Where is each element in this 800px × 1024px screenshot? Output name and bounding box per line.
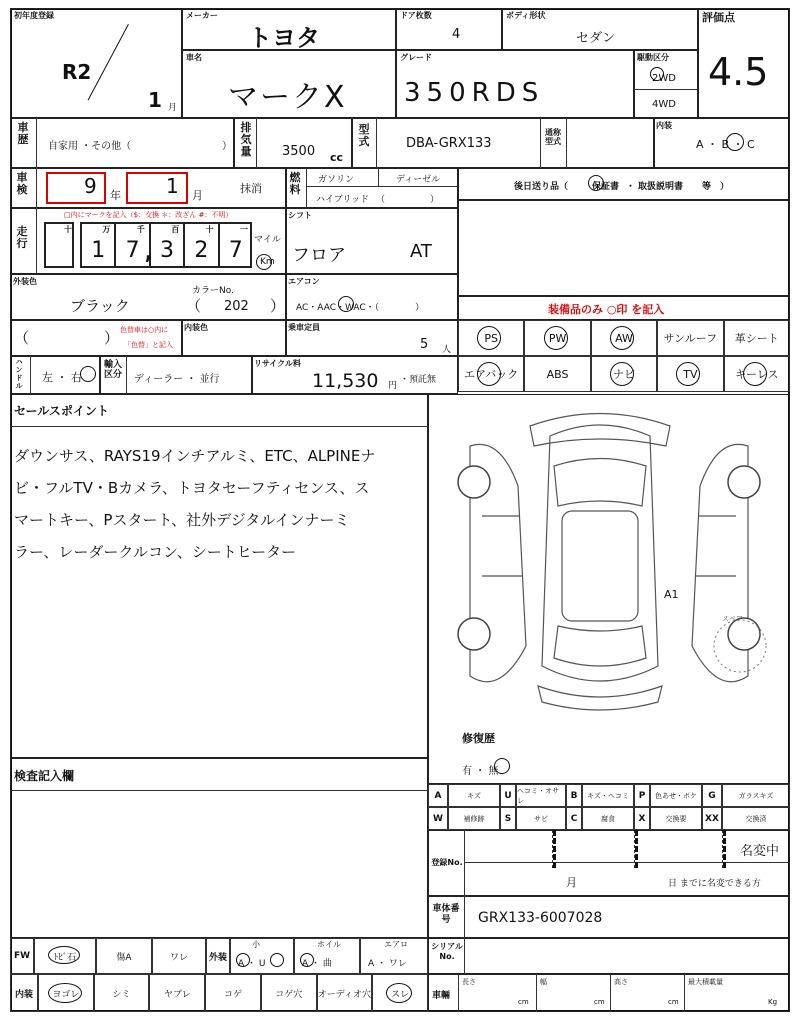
legend-cell-0-0: A xyxy=(428,784,448,807)
ext-color-paren-close: ） xyxy=(270,297,286,315)
ext-color-label: 外装色 xyxy=(13,277,37,286)
equipment-row2-cell-0[interactable]: エアバック xyxy=(458,356,524,392)
sales-line-4: ラー、レーダークルコン、シートヒーター xyxy=(14,543,297,561)
fuel-label: 燃料 xyxy=(289,171,301,196)
inspection-label: 車検 xyxy=(16,171,28,196)
registration-dash-3 xyxy=(722,830,726,868)
equipment-row2-cell-1[interactable]: ABS xyxy=(524,356,590,392)
legend-cell-1-5: 腐食 xyxy=(582,807,634,830)
shift-type: AT xyxy=(410,241,432,262)
legend-cell-1-6: X xyxy=(634,807,650,830)
inspection-notes-box xyxy=(10,758,428,938)
later-items-dot: ・ xyxy=(626,182,636,192)
legend-cell-0-6: P xyxy=(634,784,650,807)
dims-width: 幅 xyxy=(540,978,547,986)
mileage-note: □内にマークを記入（$：交換 ＊：改ざん #：不明） xyxy=(64,211,233,219)
legend-cell-1-4: C xyxy=(566,807,582,830)
dims-weight: 最大積載量 xyxy=(688,978,723,986)
reg-label: 初年度登録 xyxy=(14,11,54,20)
import-label: 輸入区分 xyxy=(103,360,122,380)
registration-day-note: 日 までに名変できる方 xyxy=(668,879,761,889)
fw-ext: 外装 xyxy=(206,938,230,974)
int-row-item-6: スレ xyxy=(372,974,428,1012)
fw-label: FW xyxy=(10,938,34,974)
car-name-label: 車名 xyxy=(186,53,202,62)
history-close: ） xyxy=(222,141,232,152)
shift-label: シフト xyxy=(288,211,312,220)
aircon-label: エアコン xyxy=(288,277,320,286)
ext-color-no: 202 xyxy=(224,299,249,314)
ext-color-no-label: カラーNo. xyxy=(192,286,234,296)
displacement-value: 3500 xyxy=(282,144,316,159)
model-sub-label: 通称型式 xyxy=(545,128,561,146)
legend-cell-1-1: 補修跡 xyxy=(448,807,500,830)
handle-value: 左 ・ 右 xyxy=(42,371,82,384)
fuel-label-divider xyxy=(306,168,307,208)
fw-aero_v: A ・ ワレ xyxy=(368,959,407,969)
later-items-opt1: 保証書 xyxy=(592,182,620,192)
history-label-divider xyxy=(36,118,37,168)
mileage-comma: , xyxy=(144,240,153,264)
fw-small-circle-u xyxy=(270,953,284,967)
maker-value: トヨタ xyxy=(248,24,320,52)
car-top-roof xyxy=(562,511,638,621)
equipment-row2-circle-2 xyxy=(610,362,634,386)
registration-label: 登録No. xyxy=(431,858,463,867)
fuel-paren: （ ） xyxy=(376,195,440,205)
sales-points-header-line xyxy=(10,426,428,427)
fuel-diesel: ディーゼル xyxy=(396,175,441,185)
dims-length: 長さ xyxy=(462,978,476,986)
import-value: ディーラー ・ 並行 xyxy=(134,374,220,385)
ext-color-paren-open: （ xyxy=(186,297,202,315)
sales-points-label: セールスポイント xyxy=(14,404,109,418)
equipment-row2-cell-2[interactable]: ナビ xyxy=(591,356,657,392)
dims-height-cm: cm xyxy=(668,998,679,1006)
drive-divider xyxy=(634,89,698,90)
dims-length-cm: cm xyxy=(518,998,529,1006)
fw-a-circle xyxy=(48,946,80,964)
equipment-row1-cell-0[interactable]: PS xyxy=(458,320,524,356)
int-row-item-4: コゲ穴 xyxy=(261,974,317,1012)
dims-box xyxy=(428,974,790,1012)
wheel-rear-left xyxy=(458,618,490,650)
grade-label: グレード xyxy=(400,53,432,62)
recycle-unit: 円 xyxy=(388,381,398,391)
legend-cell-1-0: W xyxy=(428,807,448,830)
mileage-cell-divider xyxy=(218,222,220,268)
fuel-mid-divider xyxy=(306,186,458,187)
int-row-item-1: シミ xyxy=(94,974,150,1012)
mileage-unit-1: 万 xyxy=(102,225,111,234)
sales-line-3: マートキー、Pスタート、社外デジタルインナーミ xyxy=(14,511,350,529)
dims-label-divider xyxy=(458,974,459,1012)
handle-label: ハンドル xyxy=(15,358,23,390)
handle-label-divider xyxy=(30,356,31,394)
drive-2wd: 2WD xyxy=(652,73,676,84)
recycle-value: 11,530 xyxy=(312,370,379,392)
model-label-divider xyxy=(376,118,377,168)
mileage-unit-2: 千 xyxy=(136,225,145,234)
mileage-cell-divider xyxy=(183,222,185,268)
inspection-notes-header-line xyxy=(10,790,428,791)
inspection-month-unit: 月 xyxy=(192,189,203,202)
import-label-divider xyxy=(126,356,127,394)
legend-cell-1-8: XX xyxy=(702,807,722,830)
car-rear-view xyxy=(538,686,662,710)
fw-small-circle-a xyxy=(236,953,250,967)
mileage-label: 走行 xyxy=(16,225,28,250)
int-row-label: 内装 xyxy=(10,974,38,1012)
reg-month: 1 xyxy=(148,88,162,112)
dims-width-cm: cm xyxy=(594,998,605,1006)
mileage-digit-3: 3 xyxy=(160,238,174,263)
int-row-circle-0 xyxy=(48,983,82,1003)
legend-cell-0-9: ガラスキズ xyxy=(722,784,790,807)
later-items-label: 後日送り品（ xyxy=(514,182,569,192)
seats-unit: 人 xyxy=(442,345,452,355)
later-items-area xyxy=(458,200,790,296)
fuel-gas: ガソリン xyxy=(318,175,355,185)
chassis-label: 車体番号 xyxy=(432,904,460,925)
doors-value: 4 xyxy=(452,27,461,42)
later-items-opt2: 取扱説明書 xyxy=(638,182,684,192)
int-row-item-0: ヨゴレ xyxy=(38,974,94,1012)
registration-name-change: 名変中 xyxy=(740,844,780,859)
drive-4wd: 4WD xyxy=(652,99,676,110)
inspection-year-box xyxy=(46,172,106,204)
mileage-unit-0: 十 xyxy=(64,225,72,234)
legend-cell-0-2: U xyxy=(500,784,516,807)
legend-cell-0-4: B xyxy=(566,784,582,807)
serial-box xyxy=(428,938,790,974)
car-top-rear-window xyxy=(554,626,646,666)
fw-small: 小 xyxy=(252,940,260,949)
recycle-note: ・預託無 xyxy=(400,375,437,385)
model-sub-divider xyxy=(540,118,541,168)
sales-line-1: ダウンサス、RAYS19インチアルミ、ETC、ALPINEナ xyxy=(14,447,376,465)
car-diagram xyxy=(430,396,788,726)
fw-wheel: ホイル xyxy=(317,940,341,949)
mileage-unit-5: 一 xyxy=(240,225,248,234)
displacement-label: 排気量 xyxy=(240,121,252,158)
seats-label: 乗車定員 xyxy=(288,323,320,332)
equipment-row2-cell-3[interactable]: TV xyxy=(657,356,723,392)
registration-dash-1 xyxy=(552,830,556,868)
body-type-value: セダン xyxy=(576,31,616,46)
legend-cell-0-7: 色あせ・ボケ xyxy=(650,784,702,807)
color-change-note1: 色替車は○内に xyxy=(120,326,169,334)
later-items-box xyxy=(458,168,790,200)
equipment-row2-cell-4[interactable]: キーレス xyxy=(724,356,790,392)
int-row-circle-6 xyxy=(386,983,412,1003)
diagram-mark: A1 xyxy=(664,588,679,601)
fuel-hybrid: ハイブリッド xyxy=(316,195,370,205)
interior-grade-value: A ・ B ・ C xyxy=(696,138,755,151)
equipment-title: 装備品のみ ○印 を記入 xyxy=(548,303,665,316)
ext-color-value: ブラック xyxy=(70,297,130,315)
dims-weight-kg: Kg xyxy=(768,998,778,1006)
repair-label: 修復歴 xyxy=(462,732,495,745)
color-change-note2: 「色替」と記入 xyxy=(124,341,173,349)
grade-value: 350RDS xyxy=(404,78,545,108)
equipment-row1-cell-3[interactable]: サンルーフ xyxy=(657,320,723,356)
equipment-row1-circle-0 xyxy=(477,326,501,350)
handle-circle xyxy=(80,366,96,382)
inspection-month: 1 xyxy=(166,174,179,198)
inspection-note: 抹消 xyxy=(240,182,262,195)
car-top-outline xyxy=(542,425,658,681)
inspection-year-unit: 年 xyxy=(110,189,121,202)
diagram-spare: スペア xyxy=(722,615,743,623)
car-left-doors xyxy=(482,516,522,576)
int-row-item-2: ヤブレ xyxy=(149,974,205,1012)
serial-label-divider xyxy=(464,938,465,974)
equipment-row1-cell-4[interactable]: 革シート xyxy=(724,320,790,356)
mileage-unit-mile: マイル xyxy=(254,235,281,245)
shift-value: フロア xyxy=(292,245,346,266)
legend-cell-1-2: S xyxy=(500,807,516,830)
mileage-unit-4: 十 xyxy=(205,225,214,234)
reg-month-unit: 月 xyxy=(168,103,178,113)
dims-div-3 xyxy=(684,974,685,1012)
equipment-row1-cell-1[interactable]: PW xyxy=(524,320,590,356)
fw-c: ワレ xyxy=(152,938,206,974)
displacement-label-divider xyxy=(256,118,257,168)
seats-value: 5 xyxy=(420,337,429,352)
mileage-digit-5: 7 xyxy=(228,238,243,263)
registration-dash-2 xyxy=(634,830,638,868)
dims-height: 高さ xyxy=(614,978,628,986)
model-value: DBA-GRX133 xyxy=(406,136,492,151)
registration-month-unit: 月 xyxy=(566,876,577,889)
int-row-item-5: オーディオ穴 xyxy=(317,974,373,1012)
dims-label: 車輛 xyxy=(432,991,451,1001)
car-right-doors xyxy=(696,516,736,576)
equipment-row1-circle-1 xyxy=(544,326,568,350)
equipment-row1-cell-2[interactable]: AW xyxy=(591,320,657,356)
equipment-row2-circle-4 xyxy=(743,362,767,386)
legend-cell-0-3: ヘコミ・オサレ xyxy=(516,784,566,807)
car-name-value: マークX xyxy=(228,80,347,115)
model-sub-divider-2 xyxy=(566,118,567,168)
repair-value: 有 ・ 無 xyxy=(462,766,499,777)
legend-cell-0-5: キズ・ヘコミ xyxy=(582,784,634,807)
dims-div-1 xyxy=(536,974,537,1012)
inspection-year: 9 xyxy=(84,174,97,198)
displacement-unit: cc xyxy=(330,151,344,164)
score-value: 4.5 xyxy=(708,50,769,94)
equipment-row2-circle-0 xyxy=(477,362,501,386)
history-label: 車歴 xyxy=(17,121,29,146)
mileage-cell-divider xyxy=(114,222,116,268)
later-items-circle xyxy=(588,175,604,191)
body-type-label: ボディ形状 xyxy=(506,11,546,20)
inspection-label-divider xyxy=(36,168,37,208)
mileage-unit-km: Km xyxy=(260,257,275,267)
recycle-label: リサイクル料 xyxy=(254,359,301,368)
mileage-unit-3: 百 xyxy=(171,225,180,234)
mileage-digit-2: 7 xyxy=(125,238,140,263)
score-label: 評価点 xyxy=(702,11,735,24)
legend-cell-1-9: 交換済 xyxy=(722,807,790,830)
sales-line-2: ビ・フルTV・Bカメラ、トヨタセーフティセンス、ス xyxy=(14,479,370,497)
car-top-windshield xyxy=(554,459,646,507)
int-row-item-3: コゲ xyxy=(205,974,261,1012)
aircon-value: AC・AAC・WAC・（ ） xyxy=(296,303,425,313)
maker-label: メーカー xyxy=(186,11,218,20)
drive-label: 駆動区分 xyxy=(637,53,669,62)
serial-label: シリアルNo. xyxy=(431,942,463,961)
fw-wheel_v: A ・ 曲 xyxy=(302,959,332,969)
color-change-paren: （ ） xyxy=(14,329,120,347)
interior-grade-label: 内装 xyxy=(656,121,672,130)
int-color-label: 内装色 xyxy=(184,323,208,332)
fw-aero: エアロ xyxy=(384,940,408,949)
drive-2wd-circle xyxy=(650,67,664,81)
fw-a: ﾄﾋﾞ石 xyxy=(34,938,96,974)
chassis-label-divider xyxy=(464,896,465,938)
legend-cell-1-3: サビ xyxy=(516,807,566,830)
car-front-view xyxy=(530,414,670,447)
wheel-front-left xyxy=(458,466,490,498)
legend-cell-1-7: 交換要 xyxy=(650,807,702,830)
registration-mid-line xyxy=(464,862,790,863)
legend-cell-0-1: キズ xyxy=(448,784,500,807)
fuel-col-divider xyxy=(378,168,379,186)
fw-b: 傷A xyxy=(96,938,152,974)
interior-grade-circle xyxy=(726,133,744,151)
registration-label-divider xyxy=(464,830,465,896)
model-label: 型式 xyxy=(358,123,370,148)
mileage-digit-4: 2 xyxy=(194,238,209,263)
aircon-circle xyxy=(338,296,354,312)
inspection-notes-label: 検査記入欄 xyxy=(14,769,75,783)
mileage-km-circle xyxy=(256,254,272,270)
reg-era: R2 xyxy=(62,60,92,84)
fw-wheel-circle xyxy=(300,953,314,967)
fw-small_v: A ・ U xyxy=(238,959,266,969)
sales-points-lines xyxy=(14,440,424,568)
legend-cell-0-8: G xyxy=(702,784,722,807)
chassis-value: GRX133-6007028 xyxy=(478,910,603,926)
equipment-row1-circle-2 xyxy=(610,326,634,350)
repair-circle xyxy=(494,758,510,774)
doors-label: ドア枚数 xyxy=(400,11,432,20)
mileage-label-divider xyxy=(36,208,37,274)
dims-div-2 xyxy=(610,974,611,1012)
mileage-digit-1: 1 xyxy=(91,238,106,263)
model-box xyxy=(352,118,654,168)
history-value: 自家用 ・その他（ xyxy=(48,141,132,152)
wheel-front-right xyxy=(728,466,760,498)
later-items-opt3: 等 ） xyxy=(702,182,730,192)
